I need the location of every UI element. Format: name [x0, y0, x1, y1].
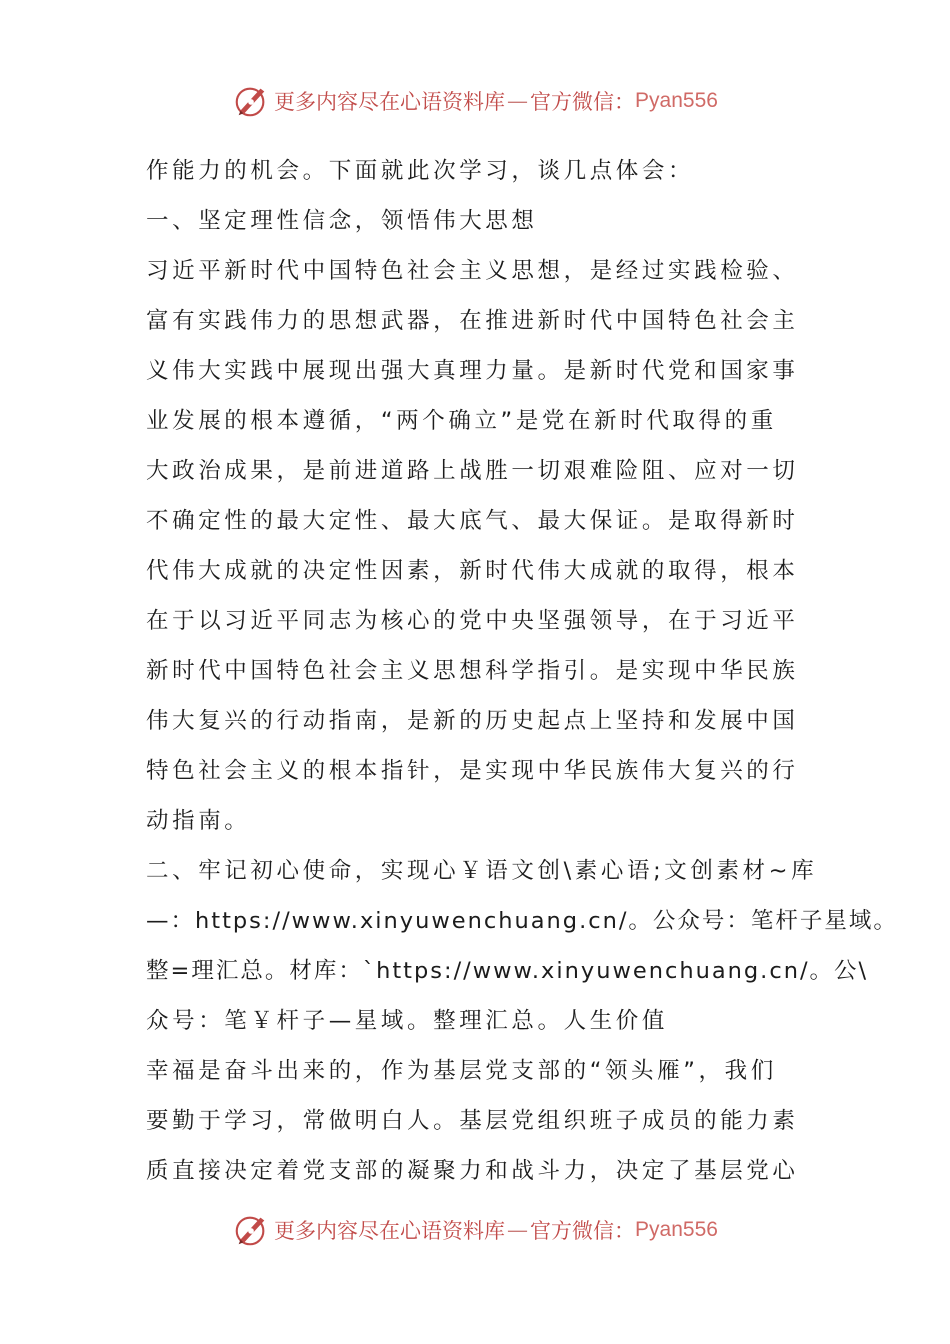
section-heading: 一、坚定理性信念，领悟伟大思想 — [146, 208, 538, 234]
document-body — [146, 146, 898, 1196]
text-line: 质直接决定着党支部的凝聚力和战斗力，决定了基层党心 — [146, 1158, 799, 1184]
text-line: 习近平新时代中国特色社会主义思想，是经过实践检验、 — [146, 258, 799, 284]
section-heading: 二、牢记初心使命，实现心￥语文创\素心语;文创素材~库 — [146, 858, 818, 884]
text-line: 大政治成果，是前进道路上战胜一切艰难险阻、应对一切 — [146, 458, 799, 484]
text-line: 不确定性的最大定性、最大底气、最大保证。是取得新时 — [146, 508, 799, 534]
banner-contact-label: 官方微信： — [530, 1219, 636, 1243]
text-line: 要勤于学习，常做明白人。基层党组织班子成员的能力素 — [146, 1108, 799, 1134]
pen-logo-icon — [232, 1211, 270, 1249]
banner-contact-label: 官方微信： — [530, 90, 636, 114]
footer-watermark-banner — [0, 1207, 950, 1253]
pen-logo-icon — [232, 82, 270, 120]
header-watermark-banner — [0, 78, 950, 124]
text-line: 整=理汇总。材库：`https://www.xinyuwenchuang.cn/。公\ — [146, 958, 869, 984]
text-line: 业发展的根本遵循，“两个确立”是党在新时代取得的重 — [146, 408, 777, 434]
banner-text: 更多内容尽在心语资料库 — [274, 90, 506, 114]
text-line: 伟大复兴的行动指南，是新的历史起点上坚持和发展中国 — [146, 708, 799, 734]
text-line: 在于以习近平同志为核心的党中央坚强领导，在于习近平 — [146, 608, 799, 634]
banner-text: 更多内容尽在心语资料库 — [274, 1219, 506, 1243]
text-line: 义伟大实践中展现出强大真理力量。是新时代党和国家事 — [146, 358, 799, 384]
text-line: 特色社会主义的根本指针，是实现中华民族伟大复兴的行 — [146, 758, 799, 784]
text-line: 新时代中国特色社会主义思想科学指引。是实现中华民族 — [146, 658, 799, 684]
text-line: —：https://www.xinyuwenchuang.cn/。公众号：笔杆子星域。 — [146, 908, 898, 934]
text-line: 动指南。 — [146, 808, 251, 834]
text-line: 作能力的机会。下面就此次学习，谈几点体会： — [146, 158, 695, 184]
banner-separator: — — [507, 89, 529, 113]
banner-wechat-id: Pyan556 — [635, 89, 718, 112]
banner-separator: — — [507, 1218, 529, 1242]
text-line: 富有实践伟力的思想武器，在推进新时代中国特色社会主 — [146, 308, 799, 334]
text-line: 幸福是奋斗出来的，作为基层党支部的“领头雁”，我们 — [146, 1058, 777, 1084]
text-line: 众号：笔￥杆子—星域。整理汇总。人生价值 — [146, 1008, 669, 1034]
text-line: 代伟大成就的决定性因素，新时代伟大成就的取得，根本 — [146, 558, 799, 584]
banner-wechat-id: Pyan556 — [635, 1218, 718, 1241]
